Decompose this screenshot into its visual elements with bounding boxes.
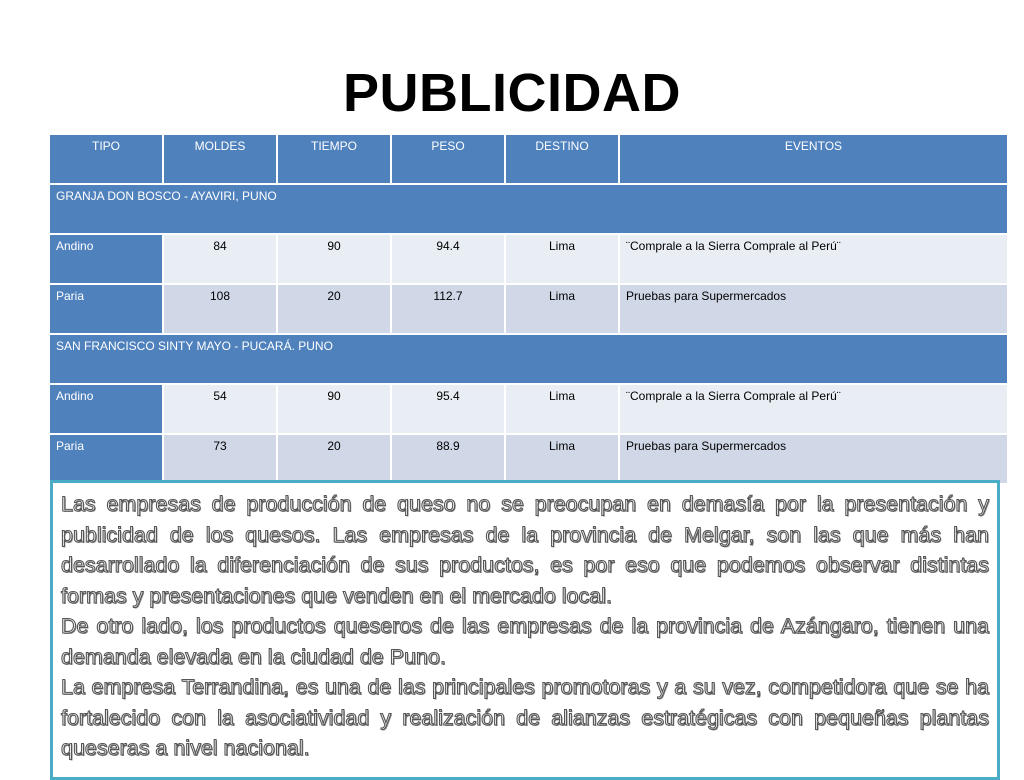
header-destino: DESTINO [506,135,618,183]
cell-destino: Lima [506,385,618,433]
cell-destino: Lima [506,235,618,283]
paragraph: La empresa Terrandina, es una de las principales promotoras y a su vez, competidora que se ha fortalecido con la asociatividad y realización de alianzas estratégicas con pequeñas plantas queseras a nivel nacional. [61,675,989,760]
cell-peso: 112.7 [392,285,504,333]
group-row [50,185,1007,233]
cell-eventos: Pruebas para Supermercados [620,285,1007,333]
table-row [50,385,1007,433]
cell-eventos: Pruebas para Supermercados [620,435,1007,483]
cell-eventos: ¨Comprale a la Sierra Comprale al Perú¨ [620,385,1007,433]
paragraph: De otro lado, los productos queseros de las empresas de la provincia de Azángaro, tienen una demanda elevada en la ciudad de Puno. [61,614,989,669]
table-row [50,435,1007,483]
cell-tiempo: 20 [278,435,390,483]
header-tipo: TIPO [50,135,162,183]
group-row [50,335,1007,383]
cell-tiempo: 90 [278,235,390,283]
cell-tipo: Andino [50,235,162,283]
cell-destino: Lima [506,435,618,483]
table-row [50,235,1007,283]
header-peso: PESO [392,135,504,183]
cell-peso: 95.4 [392,385,504,433]
group-name: GRANJA DON BOSCO - AYAVIRI, PUNO [50,185,1007,233]
header-tiempo: TIEMPO [278,135,390,183]
publicidad-table [48,133,1009,485]
cell-tiempo: 90 [278,385,390,433]
cell-tipo: Paria [50,435,162,483]
table-row [50,285,1007,333]
cell-eventos: ¨Comprale a la Sierra Comprale al Perú¨ [620,235,1007,283]
cell-tipo: Paria [50,285,162,333]
cell-moldes: 73 [164,435,276,483]
paragraph: Las empresas de producción de queso no se preocupan en demasía por la presentación y publicidad de los quesos. Las empresas de la provincia de Melgar, son las que más han desarrollado la diferenciación de sus productos, es por eso que podemos observar distintas formas y presentaciones que venden en el mercado local. [61,492,989,608]
description-textbox [50,480,1000,780]
cell-peso: 88.9 [392,435,504,483]
cell-moldes: 108 [164,285,276,333]
cell-moldes: 54 [164,385,276,433]
header-moldes: MOLDES [164,135,276,183]
slide-title: PUBLICIDAD [343,63,681,123]
cell-destino: Lima [506,285,618,333]
cell-tiempo: 20 [278,285,390,333]
cell-tipo: Andino [50,385,162,433]
header-eventos: EVENTOS [620,135,1007,183]
table-header-row [50,135,1007,183]
cell-moldes: 84 [164,235,276,283]
cell-peso: 94.4 [392,235,504,283]
group-name: SAN FRANCISCO SINTY MAYO - PUCARÁ. PUNO [50,335,1007,383]
